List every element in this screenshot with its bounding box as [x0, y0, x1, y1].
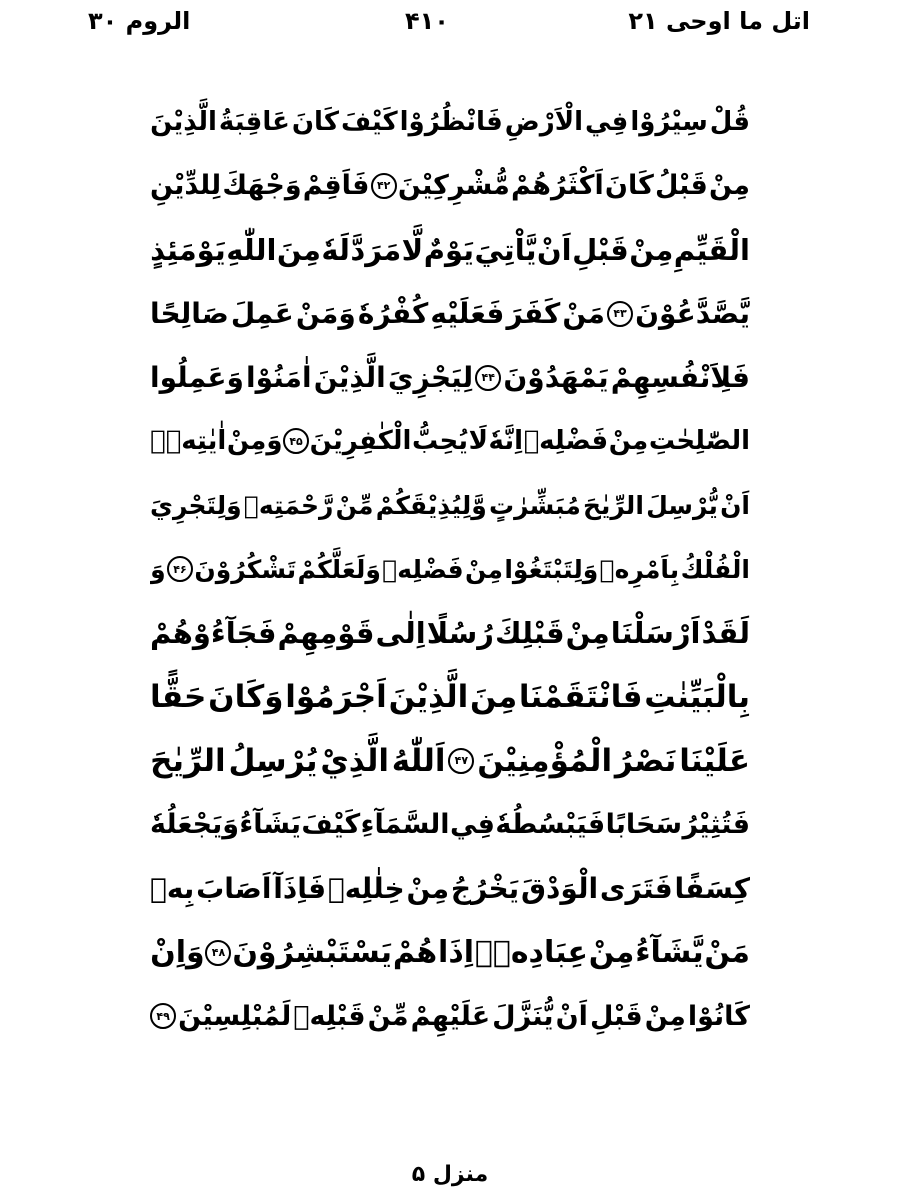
ayah-number-marker: ۴۷ — [448, 748, 474, 774]
verse-word: كَانَ — [604, 170, 654, 202]
verse-word: السَّمَآءِ — [360, 809, 450, 841]
verse-line — [150, 539, 750, 599]
verse-word: اَرْسَلْنَا — [610, 616, 701, 651]
verse-word: اِذَا — [438, 935, 474, 971]
verse-word: اِلٰى — [375, 616, 426, 651]
verse-word: عَلَيْهِمْ — [410, 1000, 491, 1032]
verse-word: مِنْ — [708, 170, 750, 202]
verse-word: كَانُوْا — [687, 1000, 750, 1032]
verse-word: يَسْتَبْشِرُوْنَ — [232, 935, 393, 971]
verse-word: يَشَآءُ — [239, 809, 301, 841]
verse-word: اَنْ — [720, 490, 750, 520]
verse-word: مِنَ — [470, 679, 518, 716]
verse-word: وَعَمِلُوا — [150, 361, 244, 395]
verse-word: الْمُؤْمِنِيْنَ — [477, 742, 613, 779]
verse-word: وَمَنْ — [295, 297, 356, 331]
verse-word: كُفْرُهٗ — [357, 297, 429, 331]
verse-word: لَهٗ — [321, 232, 350, 267]
verse-word: يَخْرُجُ — [450, 872, 520, 906]
verse-word: الَّذِيْنَ — [313, 361, 386, 395]
manzil-label: منزل ۵ — [411, 1162, 489, 1187]
verse-word: الْقَيِّمِ — [673, 232, 750, 267]
verse-word: مُبَشِّرٰتٍ — [489, 490, 581, 520]
verse-word: قَبْلِ — [589, 1000, 643, 1032]
page-number: ۴۱۰ — [405, 7, 449, 35]
verse-word: خِلٰلِهٖ — [327, 872, 405, 906]
verse-word: يُّرْسِلَ — [646, 490, 718, 520]
verse-word: فَضْلِهٖ — [382, 554, 464, 584]
verse-word: قَبْلُ — [654, 170, 708, 202]
verse-word: وَاِنْ — [150, 935, 205, 971]
verse-word: كِسَفًا — [674, 872, 750, 906]
verse-word: فَتُثِيْرُ — [682, 809, 750, 841]
verse-word: فِي — [449, 809, 495, 841]
verse-word: قُلْ — [709, 107, 750, 137]
verse-word: اَجْرَمُوْا — [285, 679, 387, 716]
verse-word: كَيْفَ — [340, 107, 398, 137]
verse-word: قَوْمِهِمْ — [277, 616, 375, 651]
verse-word: وَلِتَبْتَغُوْا — [504, 554, 599, 584]
verse-word: مَنْ — [704, 935, 750, 971]
verse-word: اِنَّهٗ — [488, 426, 523, 457]
verse-line — [150, 220, 750, 280]
verse-word: مِنْ — [629, 232, 674, 267]
verse-word: اَصَابَ — [196, 872, 272, 906]
verse-word: الرِّيٰحَ — [582, 490, 644, 520]
verse-line — [150, 284, 750, 344]
verse-word: الْفُلْكُ — [680, 554, 750, 584]
verse-word: يَّصَّدَّعُوْنَ — [635, 297, 750, 331]
verse-word: يُحِبُّ — [412, 426, 469, 457]
verse-word: فَيَبْسُطُهٗ — [495, 809, 606, 841]
verse-word: مِنَ — [276, 232, 321, 267]
verse-line — [150, 156, 750, 216]
verse-word: الْوَدْقَ — [521, 872, 599, 906]
verse-word: وَلِتَجْرِيَ — [150, 490, 242, 520]
verse-word: وَكَانَ — [208, 679, 284, 716]
verse-word: بِالْبَيِّنٰتِ — [644, 679, 750, 716]
verse-word: بِاَمْرِهٖ — [599, 554, 680, 584]
quran-text-block — [150, 92, 750, 1112]
verse-line — [150, 92, 750, 152]
verse-word: مَرَدَّ — [350, 232, 402, 267]
ayah-number-marker: ۴۳ — [607, 301, 633, 327]
verse-word: قَبْلِكَ — [494, 616, 565, 651]
verse-word: عِبَادِهٖۤ — [474, 935, 588, 971]
verse-word: مِنْ — [565, 616, 610, 651]
verse-word: وَلَعَلَّكُمْ — [297, 554, 381, 584]
verse-word: فَاِذَآ — [273, 872, 327, 906]
verse-word: رُسُلًا — [426, 616, 494, 651]
verse-word: يَّشَآءُ — [635, 935, 704, 971]
verse-word: كَانَ — [291, 107, 339, 137]
verse-word: الْكٰفِرِيْنَ — [309, 426, 412, 457]
verse-word: وَّلِيُذِيْقَكُمْ — [375, 490, 487, 520]
verse-line — [150, 731, 750, 791]
verse-word: كَفَرَ — [506, 297, 561, 331]
verse-word: فَتَرَى — [599, 872, 673, 906]
juz-title: اتل ما اوحی ۲۱ — [628, 7, 810, 35]
verse-word: يُرْسِلُ — [228, 742, 318, 779]
verse-word: مِنْ — [588, 935, 635, 971]
verse-word: لَا — [468, 426, 488, 457]
verse-word: مُّشْرِكِيْنَ — [397, 170, 510, 202]
verse-word: مِّنْ — [335, 490, 374, 520]
verse-line — [150, 986, 750, 1046]
verse-word: اَنْ — [536, 232, 572, 267]
verse-word: نَصْرُ — [614, 742, 677, 779]
verse-word: لِلدِّيْنِ — [150, 170, 222, 202]
verse-word: حَقًّا — [150, 679, 207, 716]
verse-word: مِنْ — [644, 1000, 686, 1032]
verse-word: مِنْ — [465, 554, 503, 584]
verse-word: يَّاْتِيَ — [474, 232, 537, 267]
verse-word: وَيَجْعَلُهٗ — [150, 809, 240, 841]
verse-word: صَالِحًا — [150, 297, 229, 331]
verse-line — [150, 667, 750, 727]
verse-word: الَّذِيْ — [320, 742, 389, 779]
verse-word: قَبْلِهٖ — [293, 1000, 366, 1032]
verse-word: اَنْ — [555, 1000, 588, 1032]
verse-word: سَحَابًا — [605, 809, 683, 841]
verse-word: فَاَقِمْ — [302, 170, 370, 202]
verse-word: فَضْلِهٖ — [523, 426, 609, 457]
ayah-number-marker: ۴۲ — [371, 173, 397, 199]
verse-word: الرِّيٰحَ — [150, 742, 226, 779]
verse-word: فَلِاَنْفُسِهِمْ — [610, 361, 750, 395]
verse-word: قَبْلِ — [572, 232, 629, 267]
verse-word: الَّذِيْنَ — [388, 679, 469, 716]
ayah-number-marker: ۴۸ — [205, 940, 231, 966]
verse-word: عَمِلَ — [230, 297, 294, 331]
verse-line — [150, 795, 750, 855]
ayah-number-marker: ۴۹ — [150, 1003, 176, 1029]
ayah-number-marker: ۴۵ — [283, 428, 309, 454]
page-header — [0, 0, 900, 48]
verse-line — [150, 411, 750, 471]
verse-word: يَمْهَدُوْنَ — [503, 361, 609, 395]
verse-word: فَانْظُرُوْا — [399, 107, 503, 137]
verse-word: الَّذِيْنَ — [150, 107, 217, 137]
verse-word: وَ — [150, 554, 166, 584]
verse-word: فِي — [584, 107, 629, 137]
verse-word: مِنْ — [406, 872, 450, 906]
verse-word: يَوْمَئِذٍ — [150, 232, 226, 267]
verse-word: يُّنَزَّلَ — [492, 1000, 554, 1032]
surah-title: الروم ۳۰ — [88, 7, 191, 35]
ayah-number-marker: ۴۶ — [167, 556, 193, 582]
verse-word: عَاقِبَةُ — [218, 107, 290, 137]
verse-word: اٰيٰتِهٖۤ — [150, 426, 227, 457]
verse-word: لِيَجْزِيَ — [387, 361, 474, 395]
verse-word: مِنْ — [608, 426, 649, 457]
verse-word: لَّا — [401, 232, 424, 267]
verse-word: يَوْمٌ — [423, 232, 475, 267]
verse-word: لَقَدْ — [701, 616, 750, 651]
verse-line — [150, 859, 750, 919]
verse-word: الصّٰلِحٰتِ — [648, 426, 750, 457]
verse-word: مِّنْ — [367, 1000, 409, 1032]
verse-word: اٰمَنُوْا — [246, 361, 312, 395]
verse-line — [150, 348, 750, 408]
verse-line — [150, 923, 750, 983]
page-footer — [0, 1160, 900, 1200]
verse-word: تَشْكُرُوْنَ — [194, 554, 297, 584]
verse-word: سِيْرُوْا — [630, 107, 708, 137]
verse-word: اللّٰهِ — [226, 232, 277, 267]
verse-word: رَّحْمَتِهٖ — [243, 490, 334, 520]
verse-word: مَنْ — [562, 297, 605, 331]
verse-line — [150, 603, 750, 663]
verse-word: لَمُبْلِسِيْنَ — [178, 1000, 292, 1032]
ayah-number-marker: ۴۴ — [475, 365, 501, 391]
verse-word: وَجْهَكَ — [222, 170, 302, 202]
verse-line — [150, 475, 750, 535]
verse-word: الْاَرْضِ — [504, 107, 583, 137]
verse-word: اَللّٰهُ — [391, 742, 446, 779]
verse-word: بِهٖ — [150, 872, 195, 906]
verse-word: هُمْ — [392, 935, 438, 971]
verse-word: فَعَلَيْهِ — [430, 297, 505, 331]
verse-word: عَلَيْنَا — [679, 742, 750, 779]
verse-word: فَانْتَقَمْنَا — [518, 679, 643, 716]
verse-word: كَيْفَ — [301, 809, 361, 841]
verse-word: وَمِنْ — [226, 426, 283, 457]
verse-word: فَجَآءُوْهُمْ — [150, 616, 277, 651]
verse-word: اَكْثَرُهُمْ — [511, 170, 604, 202]
